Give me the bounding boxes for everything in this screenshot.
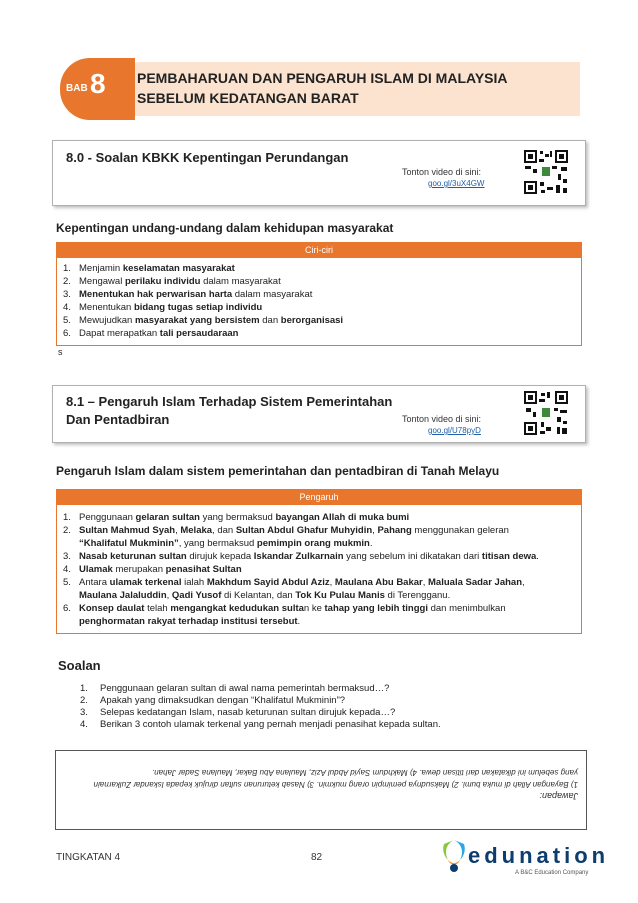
brand-logo-text: edunation [468, 843, 610, 868]
list-item: 1. Menjamin keselamatan masyarakat [63, 263, 235, 274]
question-item: 1. Penggunaan gelaran sultan di awal nama pemerintah bermaksud…? [80, 683, 390, 694]
list-item: 6. Konsep daulat telah mengangkat kedudukan sultan ke tahap yang lebih tinggi dan menimbulkan penghormatan rakyat terhadap institusi tersebut. [63, 603, 506, 627]
list-item: 1. Penggunaan gelaran sultan yang bermaksud bayangan Allah di muka bumi [63, 512, 410, 523]
list-item: 4. Ulamak merupakan penasihat Sultan [63, 564, 242, 575]
video-link-2[interactable]: goo.gl/U78pyD [428, 426, 481, 435]
section-1-subheading: Kepentingan undang-undang dalam kehidupan masyarakat [56, 221, 394, 235]
chapter-title: PEMBAHARUAN DAN PENGARUH ISLAM DI MALAYSIA SEBELUM KEDATANGAN BARAT [137, 70, 508, 106]
influence-table [56, 489, 582, 634]
qr-code-icon [523, 390, 569, 436]
list-item: 2. Mengawal perilaku individu dalam masyarakat [63, 276, 281, 287]
answer-line-1: 1) Bayangan Allah di muka bumi. 2) Maksudnya pemimpin orang mukmin. 3) Nasab keturunan sultan dirujuk kepada Iskandar Zulkarnain [93, 780, 578, 789]
question-item: 3. Selepas kedatangan Islam, nasab keturunan sultan dirujuk kepada…? [80, 707, 396, 718]
answer-line-2: yang sebelum ini dikatakan dari titisan dewa. 4) Makhdum Sayid Abdul Aziz, Maulana Abu Bakar, Maulana Sadar Jahan. [151, 768, 578, 777]
list-item: 5. Antara ulamak terkenal ialah Makhdum Sayid Abdul Aziz, Maulana Abu Bakar, Maluala Sadar Jahan, Maulana Jalaluddin, Qadi Yusof di Kelantan, dan Tok Ku Pulau Manis di Terengganu. [63, 577, 525, 601]
question-item: 4. Berikan 3 contoh ulamak terkenal yang pernah menjadi penasihat kepada sultan. [80, 719, 441, 730]
chapter-number: 8 [90, 68, 106, 99]
stray-character: s [58, 347, 63, 357]
table-body [56, 505, 582, 634]
list-item: 4. Menentukan bidang tugas setiap individu [63, 302, 263, 313]
section-8-1-title: 8.1 – Pengaruh Islam Terhadap Sistem Pemerintahan Dan Pentadbiran [66, 394, 393, 427]
questions-heading: Soalan [58, 658, 101, 673]
characteristics-table [56, 242, 582, 346]
table-header: Pengaruh [56, 489, 582, 505]
page-number: 82 [311, 852, 323, 863]
qr-code-icon [523, 149, 569, 195]
table-body [56, 258, 582, 346]
list-item: 6. Dapat merapatkan tali persaudaraan [63, 328, 239, 339]
footer-grade: TINGKATAN 4 [56, 852, 121, 863]
answer-text [62, 766, 578, 802]
list-item: 2. Sultan Mahmud Syah, Melaka, dan Sultan Abdul Ghafur Muhyidin, Pahang menggunakan geleran “Khalifatul Mukminin”, yang bermaksud pemimpin orang mukmin. [63, 525, 509, 549]
edunation-logo-icon [438, 838, 470, 874]
video-prompt-1: Tonton video di sini: [402, 167, 482, 177]
chapter-label: BAB [66, 83, 88, 94]
question-item: 2. Apakah yang dimaksudkan dengan “Khalifatul Mukminin”? [80, 695, 346, 706]
table-header: Ciri-ciri [56, 242, 582, 258]
brand-tagline: A B&C Education Company [515, 870, 589, 876]
questions-list [80, 683, 560, 731]
answer-label: Jawapan: [539, 791, 578, 801]
section-8-0-title: 8.0 - Soalan KBKK Kepentingan Perundangan [66, 150, 349, 165]
video-link-1[interactable]: goo.gl/3uX4GW [428, 179, 485, 188]
list-item: 3. Nasab keturunan sultan dirujuk kepada Iskandar Zulkarnain yang sebelum ini dikatakan dari titisan dewa. [63, 551, 539, 562]
list-item: 3. Menentukan hak perwarisan harta dalam masyarakat [63, 289, 313, 300]
section-2-subheading: Pengaruh Islam dalam sistem pemerintahan dan pentadbiran di Tanah Melayu [56, 464, 500, 478]
video-prompt-2: Tonton video di sini: [402, 414, 482, 424]
list-item: 5. Mewujudkan masyarakat yang bersistem dan berorganisasi [63, 315, 344, 326]
